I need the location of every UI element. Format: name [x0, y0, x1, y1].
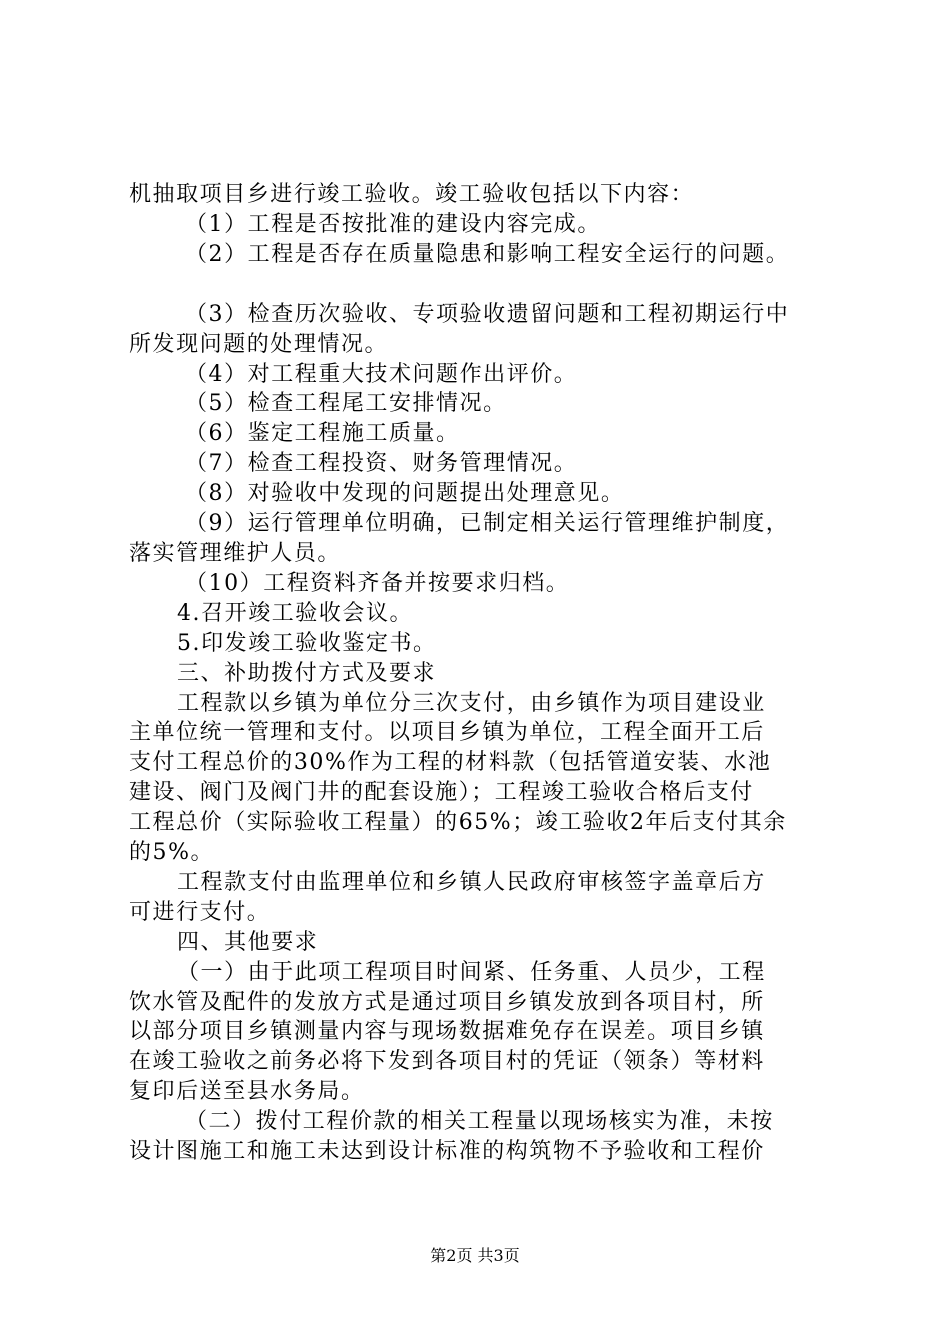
text-line: 落实管理维护人员。	[129, 540, 341, 566]
page-footer	[0, 1246, 950, 1266]
list-item: （5）检查工程尾工安排情况。	[185, 391, 507, 417]
paragraph-line: （一）由于此项工程项目时间紧、任务重、人员少，工程	[177, 959, 766, 985]
list-item: （2）工程是否存在质量隐患和影响工程安全运行的问题。	[185, 241, 790, 267]
list-item: （6）鉴定工程施工质量。	[185, 421, 460, 447]
paragraph-line: 饮水管及配件的发放方式是通过项目乡镇发放到各项目村，所	[129, 989, 765, 1015]
paragraph-line: 支付工程总价的30%作为工程的材料款（包括管道安装、水池	[129, 750, 772, 776]
list-item: （7）检查工程投资、财务管理情况。	[185, 451, 578, 477]
list-item: 4.召开竣工验收会议。	[177, 600, 414, 626]
list-item: （4）对工程重大技术问题作出评价。	[185, 361, 578, 387]
list-item: （1）工程是否按批准的建设内容完成。	[185, 211, 601, 237]
paragraph-line: 在竣工验收之前务必将下发到各项目村的凭证（领条）等材料	[129, 1049, 765, 1075]
paragraph-line: 工程款以乡镇为单位分三次支付，由乡镇作为项目建设业	[177, 690, 766, 716]
paragraph-line: （二）拨付工程价款的相关工程量以现场核实为准，未按	[185, 1109, 774, 1135]
paragraph-line: 建设、阀门及阀门井的配套设施）；工程竣工验收合格后支付	[129, 780, 754, 806]
paragraph-line: 复印后送至县水务局。	[129, 1079, 365, 1105]
paragraph-line: 工程款支付由监理单位和乡镇人民政府审核签字盖章后方	[177, 869, 766, 895]
paragraph-line: 设计图施工和施工未达到设计标准的构筑物不予验收和工程价	[129, 1139, 765, 1165]
list-item: （8）对验收中发现的问题提出处理意见。	[185, 481, 625, 507]
paragraph-line: 的5%。	[129, 840, 215, 866]
list-item: （10）工程资料齐备并按要求归档。	[185, 570, 570, 596]
page-number: 第2页 共3页	[430, 1246, 520, 1265]
paragraph-line: 工程总价（实际验收工程量）的65%；竣工验收2年后支付其余	[129, 810, 787, 836]
section-heading: 三、补助拨付方式及要求	[177, 660, 437, 686]
paragraph-line: 主单位统一管理和支付。以项目乡镇为单位，工程全面开工后	[129, 720, 765, 746]
paragraph-line: 以部分项目乡镇测量内容与现场数据难免存在误差。项目乡镇	[129, 1019, 765, 1045]
text-line: 机抽取项目乡进行竣工验收。竣工验收包括以下内容：	[129, 182, 695, 207]
list-item: （3）检查历次验收、专项验收遗留问题和工程初期运行中	[185, 301, 790, 327]
text-line: 所发现问题的处理情况。	[129, 331, 389, 357]
list-item: 5.印发竣工验收鉴定书。	[177, 630, 437, 656]
list-item: （9）运行管理单位明确，已制定相关运行管理维护制度，	[185, 511, 790, 537]
document-body	[129, 180, 829, 1167]
paragraph-line: 可进行支付。	[129, 899, 271, 925]
section-heading: 四、其他要求	[177, 929, 319, 955]
